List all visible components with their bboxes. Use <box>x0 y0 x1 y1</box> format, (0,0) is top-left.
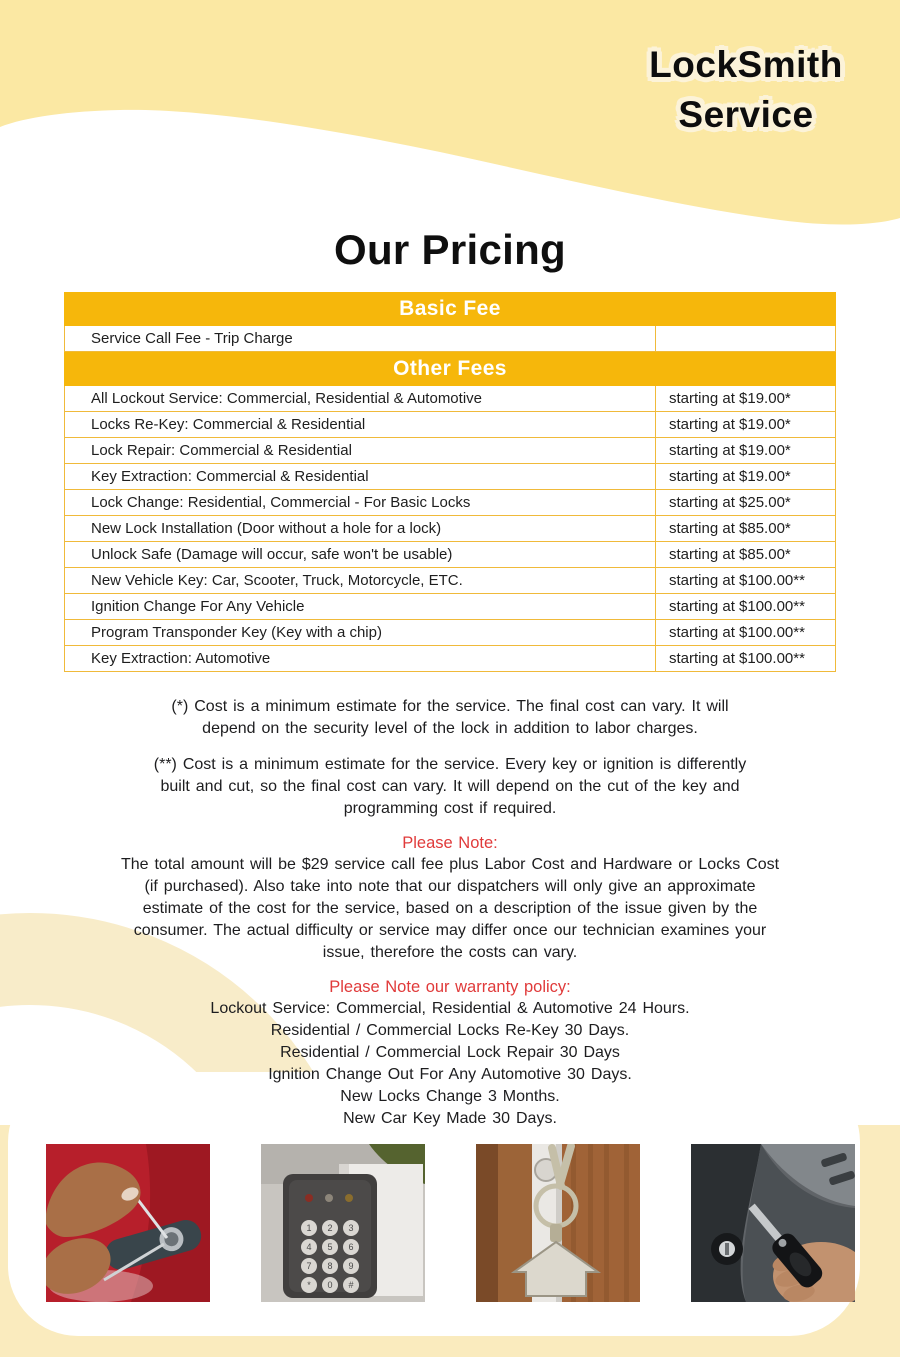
service-cell: Lock Repair: Commercial & Residential <box>91 442 352 459</box>
table-row <box>64 490 836 516</box>
photo-car-door-lock-picking <box>46 1144 210 1302</box>
price-cell: starting at $25.00* <box>655 490 835 515</box>
warranty-line: Lockout Service: Commercial, Residential & Automotive 24 Hours. <box>210 1000 690 1017</box>
note-line: (if purchased). Also take into note that our dispatchers will only give an approximate <box>144 878 756 895</box>
note-line: The total amount will be $29 service call fee plus Labor Cost and Hardware or Locks Cost <box>120 856 780 873</box>
price-cell: starting at $19.00* <box>655 412 835 437</box>
note-line: estimate of the cost for the service, based on a description of the issue given by the <box>142 900 758 917</box>
please-note-body <box>40 854 860 964</box>
please-note-title: Please Note: <box>402 834 498 852</box>
price-cell: starting at $19.00* <box>655 386 835 411</box>
photo-strip <box>0 1144 900 1302</box>
service-cell: Locks Re-Key: Commercial & Residential <box>91 416 366 433</box>
footnote-line: built and cut, so the final cost can vary. It will depend on the cut of the key and <box>160 778 740 795</box>
warranty-line: Ignition Change Out For Any Automotive 30 Days. <box>268 1066 632 1083</box>
photo-keypad-lock <box>261 1144 425 1302</box>
warranty-line: Residential / Commercial Locks Re-Key 30 Days. <box>270 1022 630 1039</box>
table-row <box>64 326 836 352</box>
table-row <box>64 464 836 490</box>
svg-text:*: * <box>306 1280 311 1290</box>
warranty-policy-title: Please Note our warranty policy: <box>329 978 571 996</box>
svg-text:8: 8 <box>326 1261 333 1271</box>
logo-line2: Service <box>678 94 814 135</box>
footnote-single-asterisk <box>90 696 810 740</box>
table-row <box>64 568 836 594</box>
note-line: consumer. The actual difficulty or service may differ once our technician examines your <box>133 922 767 939</box>
table-row <box>64 542 836 568</box>
svg-text:0: 0 <box>326 1280 333 1290</box>
svg-text:3: 3 <box>347 1223 354 1233</box>
price-cell: starting at $100.00** <box>655 620 835 645</box>
footnote-line: (*) Cost is a minimum estimate for the service. The final cost can vary. It will <box>171 698 729 715</box>
table-row <box>64 594 836 620</box>
svg-text:#: # <box>347 1280 354 1290</box>
table-row <box>64 620 836 646</box>
table-section-header-other-fees: Other Fees <box>64 352 836 386</box>
logo <box>618 40 874 140</box>
table-section-header-basic-fee: Basic Fee <box>64 292 836 326</box>
service-cell: Ignition Change For Any Vehicle <box>91 598 305 615</box>
service-cell: Key Extraction: Commercial & Residential <box>91 468 369 485</box>
note-line: issue, therefore the costs can vary. <box>322 944 578 961</box>
photo-car-key-at-ignition <box>691 1144 855 1302</box>
svg-text:7: 7 <box>305 1261 312 1271</box>
pricing-table <box>64 292 836 672</box>
table-row <box>64 646 836 672</box>
footnote-line: programming cost if required. <box>343 800 557 817</box>
price-cell: starting at $100.00** <box>655 568 835 593</box>
price-cell: starting at $85.00* <box>655 516 835 541</box>
service-cell: Program Transponder Key (Key with a chip) <box>91 624 382 641</box>
service-cell: Key Extraction: Automotive <box>91 650 271 667</box>
warranty-line: New Locks Change 3 Months. <box>340 1088 560 1105</box>
table-row <box>64 516 836 542</box>
price-cell: starting at $19.00* <box>655 438 835 463</box>
service-cell: All Lockout Service: Commercial, Residential & Automotive <box>91 390 482 407</box>
service-cell: Lock Change: Residential, Commercial - For Basic Locks <box>91 494 471 511</box>
table-row <box>64 386 836 412</box>
price-cell: starting at $19.00* <box>655 464 835 489</box>
table-row <box>64 412 836 438</box>
price-cell: starting at $85.00* <box>655 542 835 567</box>
price-cell <box>655 326 835 351</box>
table-row <box>64 438 836 464</box>
logo-line1: LockSmith <box>649 44 843 85</box>
service-cell: New Lock Installation (Door without a hole for a lock) <box>91 520 442 537</box>
page-title: Our Pricing <box>333 226 566 273</box>
price-cell: starting at $100.00** <box>655 646 835 671</box>
svg-text:5: 5 <box>326 1242 333 1252</box>
price-cell: starting at $100.00** <box>655 594 835 619</box>
footnote-double-asterisk <box>50 754 850 820</box>
svg-text:6: 6 <box>347 1242 354 1252</box>
service-cell: New Vehicle Key: Car, Scooter, Truck, Motorcycle, ETC. <box>91 572 463 589</box>
photo-keys-in-door-lock <box>476 1144 640 1302</box>
svg-text:1: 1 <box>305 1223 312 1233</box>
svg-text:9: 9 <box>347 1261 354 1271</box>
service-cell: Unlock Safe (Damage will occur, safe won't be usable) <box>91 546 453 563</box>
service-cell: Service Call Fee - Trip Charge <box>91 330 293 347</box>
warranty-line: New Car Key Made 30 Days. <box>343 1110 557 1127</box>
warranty-line: Residential / Commercial Lock Repair 30 Days <box>280 1044 620 1061</box>
footnote-line: (**) Cost is a minimum estimate for the service. Every key or ignition is differently <box>153 756 747 773</box>
footnote-line: depend on the security level of the lock in addition to labor charges. <box>202 720 698 737</box>
svg-text:2: 2 <box>326 1223 333 1233</box>
svg-text:4: 4 <box>305 1242 312 1252</box>
warranty-policy-list <box>0 998 900 1130</box>
